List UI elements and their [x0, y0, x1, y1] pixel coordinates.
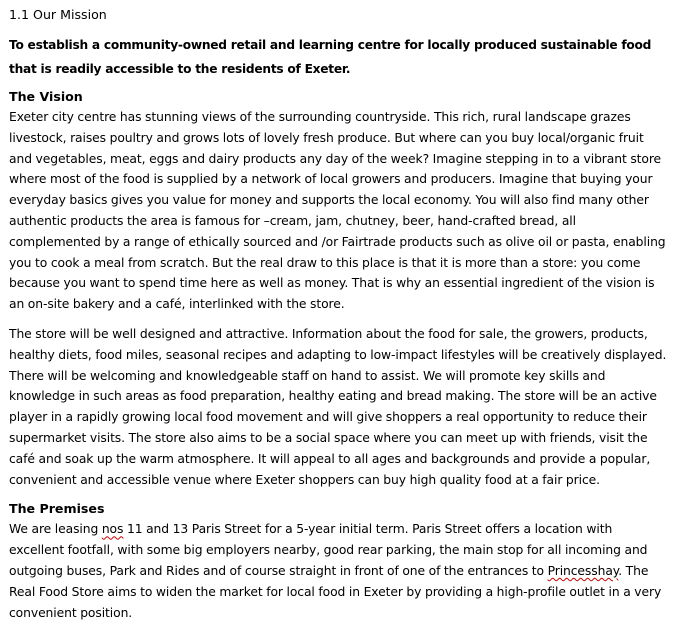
vision-paragraph-2: The store will be well designed and attractive. Information about the food for sale, the growers, products, healthy diets, food miles, seasonal recipes and adapting to low-impact lifestyles will be creatively displayed. There will be welcoming and knowledgeable staff on hand to assist. We will promote key skills and knowledge in such areas as food preparation, healthy eating and bread making. The store will be an active player in a rapidly growing local food movement and will give shoppers a real opportunity to reduce their supermarket visits. The store also aims to be a social space where you can meet up with friends, visit the café and soak up the warm atmosphere. It will appeal to all ages and backgrounds and provide a popular, convenient and accessible venue where Exeter shoppers can buy high quality food at a fair price.: [9, 326, 667, 487]
section-heading: 1.1 Our Mission: [9, 7, 107, 22]
premises-text-middle: 11 and 13 Paris Street for a 5-year initial term. Paris Street offers a location with excellent footfall, with some big employers nearby, good rear parking, the main stop for all incoming and outgoing buses, Park and Rides and of course straight in front of one of the entrances to: [9, 522, 648, 578]
spellcheck-word-princesshay[interactable]: Princesshay: [547, 563, 619, 578]
vision-paragraph-1: Exeter city centre has stunning views of the surrounding countryside. This rich, rural landscape grazes livestock, raises poultry and grows lots of lovely fresh produce. But where can you buy local/organic fruit and vegetables, meat, eggs and dairy products any day of the week? Imagine stepping in to a vibrant store where most of the food is supplied by a network of local growers and producers. Imagine that buying your everyday basics gives you value for money and supports the local economy. You will also find many other authentic products the area is famous for –cream, jam, chutney, beer, hand-crafted bread, all complemented by a range of ethically sourced and /or Fairtrade products such as olive oil or pasta, enabling you to cook a meal from scratch. But the real draw to this place is that it is more than a store: you come because you want to spend time here as well as money. That is why an essential ingredient of the vision is an on-site bakery and a café, interlinked with the store.: [9, 110, 666, 312]
spellcheck-word-nos[interactable]: nos: [101, 522, 124, 537]
paragraph-spacer: [9, 490, 669, 499]
mission-statement: To establish a community-owned retail and learning centre for locally produced sustainable food that is readily accessible to the residents of Exeter.: [9, 38, 652, 76]
premises-text-end: . The Real Food Store aims to widen the market for local food in Exeter by providing a high-profile outlet in a very convenient position.: [9, 563, 662, 620]
premises-text-start: We are leasing: [9, 522, 102, 537]
premises-paragraph: [9, 519, 669, 623]
vision-heading: The Vision: [9, 89, 83, 104]
premises-heading: The Premises: [9, 501, 105, 517]
